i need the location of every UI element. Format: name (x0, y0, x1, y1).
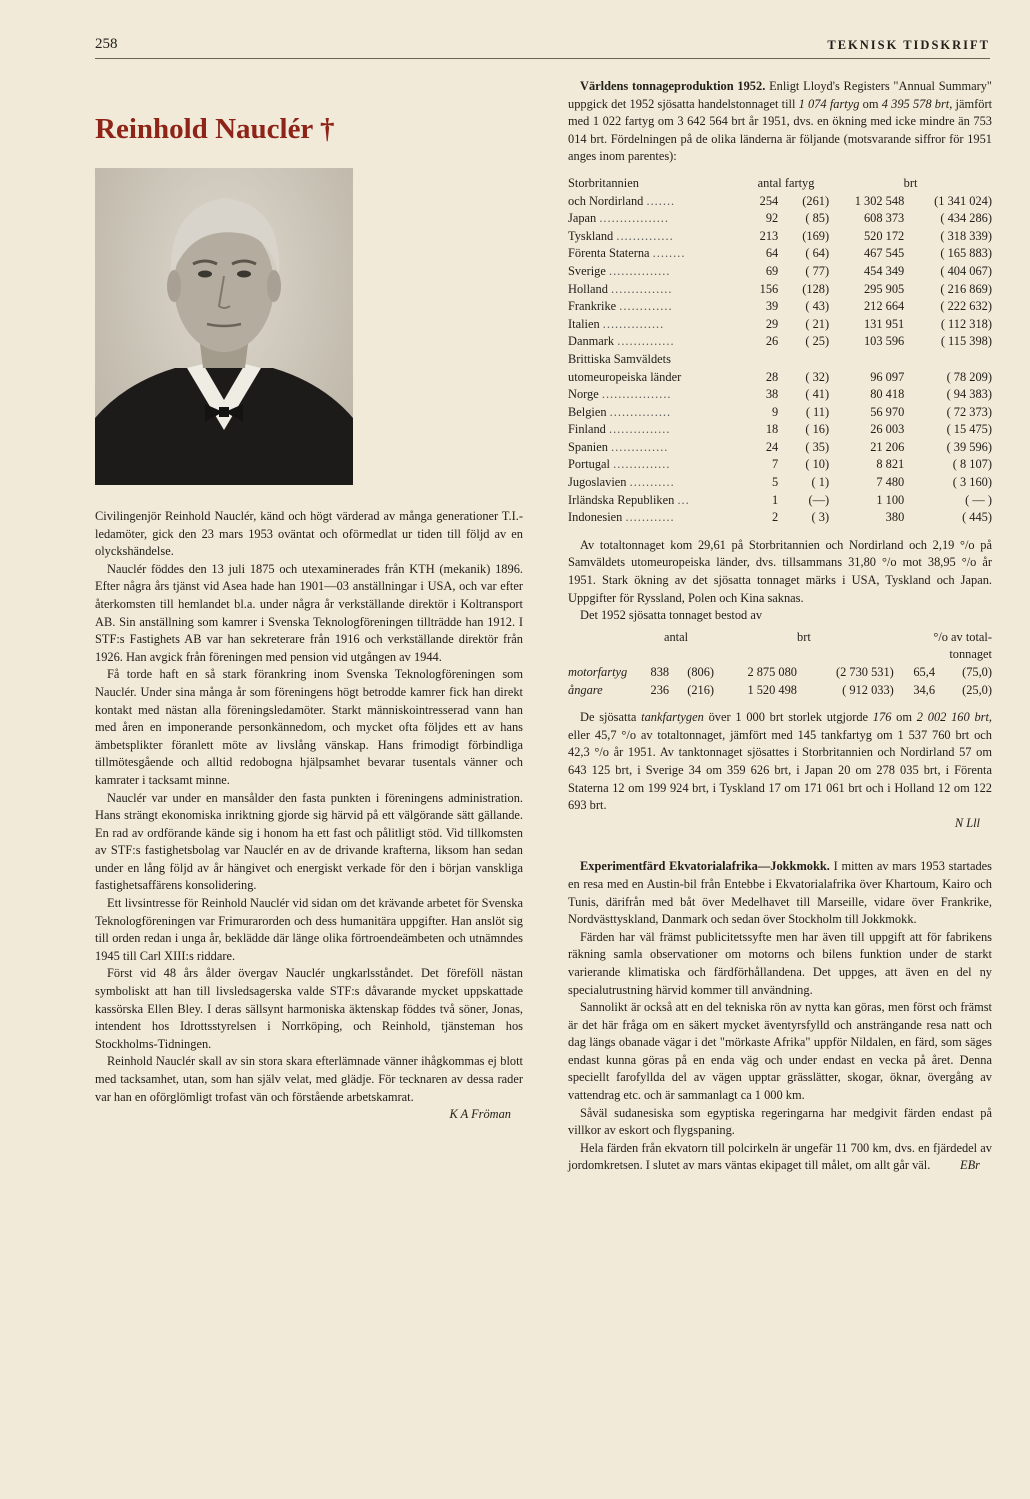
cell-brt-1951: ( 445) (962, 510, 992, 525)
cell-country (568, 492, 743, 510)
production-table (568, 629, 992, 699)
leader-dots: ............ (625, 510, 675, 525)
tonnage-row (568, 316, 992, 334)
production-row (568, 664, 992, 682)
tonnage-heading: Världens tonnageproduktion 1952. (580, 79, 766, 93)
prod-cell-n: 838 (650, 665, 670, 679)
cell-country (568, 333, 743, 351)
cell-brt: 1 302 548 (854, 193, 905, 208)
cell-brt-1951: ( 216 869) (940, 281, 992, 296)
expedition-paragraph: Sannolikt är också att en del tekniska rön av nytta kan göras, men först och främst är det här fråga om en säkert mycket äventyrsfylld och ansträngande resa natt och dag längs obanade vägar i det "mörkaste Afrika" uppför Nildalen, en färd, som säges endast kunna göras på en enda väg och under endast en vecka på året. Denna speciellt farofyllda del av vägen upptar grässlätter, skogar, öknar, övergång av vattendrag etc. och är sammanlagt ca 1 000 km. (568, 1000, 992, 1103)
obituary-paragraph: Få torde haft en så stark förankring inom Svenska Teknologföreningen som Nauclér. Under sina många år som föreningens högt betrodde kamrer fick han direkt kontakt med nästan alla föreningsledamöter. Starkt människointresserad vann han med åren en imponerande personkännedom, och mycket ofta följdes ett av hans ämbetsplikter föranlett möte av livslång vänskap. Hans frimodigt förbindliga tillmötesgående och alltid redobogna hjälpsamhet bevarar tusentals vänner och kamrater i tacksamt minne. (95, 667, 523, 787)
cell-ships-1951 (778, 351, 829, 369)
cell-ships: 24 (765, 439, 779, 454)
cell-brt-1951: (1 341 024) (934, 193, 992, 208)
cell-brt: 56 970 (870, 404, 905, 419)
cell-brt: 212 664 (863, 299, 905, 314)
cell-country (568, 351, 743, 369)
leader-dots: .............. (617, 334, 675, 349)
prod-cell-n51: (216) (687, 682, 715, 697)
country-name: Norge (568, 387, 599, 402)
cell-ships-1951: (—) (808, 492, 830, 507)
tonnage-row (568, 439, 992, 457)
cell-country (568, 509, 743, 527)
cell-ships: 254 (759, 193, 779, 208)
cell-country (568, 298, 743, 316)
obituary-paragraph: Först vid 48 års ålder övergav Nauclér ungkarlsståndet. Det föreföll nästan symboliskt att han till livsledsagerska valde STF:s dåvarande mycket uppskattade kassörska Ellen Bley. I deras sällsynt harmoniska äktenskap föddes två söner, Jonas, intendent hos Idrottsstyrelsen i Norrköping, och Reinhold, tjänsteman hos Stockholms-Tidningen. (95, 966, 523, 1051)
cell-ships-1951: ( 16) (805, 422, 830, 437)
tanker-italic: 176 (872, 710, 892, 725)
cell-ships: 69 (765, 263, 779, 278)
cell-brt: 467 545 (863, 246, 905, 261)
cell-ships-1951: ( 3) (811, 510, 830, 525)
cell-ships (743, 351, 778, 369)
cell-ships-1951: ( 1) (811, 475, 830, 490)
page-number: 258 (95, 36, 118, 52)
cell-country (568, 421, 743, 439)
tonnage-row (568, 228, 992, 246)
tonnage-row (568, 281, 992, 299)
cell-ships-1951: ( 35) (805, 439, 830, 454)
tonnage-intro (568, 78, 992, 166)
country-name: Sverige (568, 263, 606, 278)
obituary-signature-line (95, 1106, 523, 1124)
cell-brt: 1 100 (876, 492, 905, 507)
leader-dots: .............. (611, 439, 669, 454)
cell-brt: 80 418 (870, 387, 905, 402)
cell-ships: 2 (772, 510, 779, 525)
cell-ships-1951: ( 85) (805, 211, 830, 226)
cell-brt: 295 905 (863, 281, 905, 296)
cell-country (568, 193, 743, 211)
cell-brt-1951: ( 8 107) (952, 457, 992, 472)
prod-cell-pct51: (25,0) (962, 682, 992, 697)
tonnage-row (568, 509, 992, 527)
leader-dots: ............... (608, 422, 671, 437)
obituary-paragraph: Civilingenjör Reinhold Nauclér, känd och högt värderad av många generationer T.I.-ledamöter, gick den 23 mars 1953 oväntat och oförmedlat ur tiden till följd av en olyckshändelse. (95, 509, 523, 559)
tonnage-row (568, 404, 992, 422)
expedition-paragraph (568, 1140, 992, 1175)
tanker-italic: tankfartygen (641, 710, 704, 725)
country-name: Portugal (568, 457, 610, 472)
tonnage-intro-text: jämfört med 1 022 fartyg om 3 642 564 brt år 1951, dvs. en ökning med icke mindre än 753 014 brt. Fördelningen på de olika länderna är följande (motsvarande siffror för 1951 anges inom parentes): (568, 96, 993, 164)
cell-ships-1951: ( 64) (805, 246, 830, 261)
cell-ships: 28 (765, 369, 779, 384)
country-name: Belgien (568, 404, 607, 419)
leader-dots: ............... (609, 404, 672, 419)
prod-cell-label: motorfartyg (568, 665, 628, 679)
cell-brt-1951: ( 404 067) (940, 263, 992, 278)
cell-country (568, 474, 743, 492)
cell-brt: 103 596 (863, 334, 905, 349)
leader-dots: ................. (601, 387, 672, 402)
cell-country (568, 245, 743, 263)
cell-brt-1951: ( — ) (965, 492, 992, 507)
cell-ships-1951: ( 25) (805, 334, 830, 349)
tonnage-row (568, 351, 992, 369)
prod-cell-n: 236 (650, 682, 670, 697)
country-name: Brittiska Samväldets (568, 351, 671, 366)
country-name: Indonesien (568, 510, 623, 525)
leader-dots: ........... (629, 475, 675, 490)
cell-brt-1951: ( 15 475) (946, 422, 992, 437)
cell-ships: 213 (759, 228, 779, 243)
cell-ships: 156 (759, 281, 779, 296)
cell-country (568, 316, 743, 334)
prod-header-brt: brt (797, 629, 811, 644)
leader-dots: ....... (646, 193, 676, 208)
leader-dots: ............... (608, 263, 671, 278)
cell-ships: 29 (765, 316, 779, 331)
country-name: Japan (568, 211, 597, 226)
production-rows (568, 664, 992, 699)
cell-ships-1951: (128) (802, 281, 830, 296)
tonnage-row (568, 333, 992, 351)
tanker-text: De sjösatta (580, 710, 642, 725)
expedition-heading: Experimentfärd Ekvatorialafrika—Jokkmokk. (580, 859, 830, 874)
tonnage-signature-line (568, 815, 992, 833)
cell-country (568, 386, 743, 404)
prod-cell-pct51: (75,0) (962, 665, 992, 679)
tonnage-row (568, 456, 992, 474)
tanker-text: eller 45,7 °/o av totaltonnaget, jämfört med 145 tankfartyg om 1 537 760 brt och 42,3 °/o år 1951. Av tanktonnaget sjösattes i Storbritannien och Nordirland 57 om 643 125 brt, i Sverige 34 om 359 626 brt, i Japan 20 om 278 035 brt, i Förenta Staterna 12 om 199 924 brt, i Tyskland 17 om 171 061 brt och i Holland 12 om 122 693 brt. (568, 727, 992, 813)
cell-ships: 9 (772, 404, 779, 419)
cell-brt-1951: ( 222 632) (940, 299, 992, 314)
cell-ships-1951: ( 11) (805, 404, 830, 419)
tonnage-intro-text: om (859, 96, 882, 111)
cell-brt-1951: ( 115 398) (940, 334, 992, 349)
page-header (95, 36, 990, 59)
prod-header-pct: °/o av total- (933, 629, 992, 644)
cell-country (568, 404, 743, 422)
prod-cell-brt51: ( 912 033) (842, 682, 894, 697)
cell-country (568, 210, 743, 228)
tanker-paragraph (568, 709, 992, 815)
header-country: Storbritannien (568, 175, 639, 190)
cell-country (568, 263, 743, 281)
country-name: utomeuropeiska länder (568, 369, 682, 384)
cell-ships-1951: (169) (802, 228, 830, 243)
tonnage-intro-text: Enligt Lloyd's Registers "Annual Summary" uppgick det 1952 sjösatta handelstonnaget till (568, 79, 992, 111)
tonnage-intro-italic: 4 395 578 brt, (881, 96, 953, 111)
cell-ships: 5 (772, 475, 779, 490)
cell-ships: 7 (772, 457, 779, 472)
cell-brt-1951 (904, 351, 992, 369)
portrait-photo (95, 168, 353, 485)
cell-brt: 454 349 (863, 263, 905, 278)
tonnage-row (568, 210, 992, 228)
production-row (568, 682, 992, 700)
leader-dots: ............... (602, 316, 665, 331)
expedition-signature: EBr (960, 1158, 980, 1173)
country-name: Finland (568, 422, 606, 437)
leader-dots: ................. (599, 211, 669, 226)
obituary-body (95, 508, 523, 1124)
cell-brt: 21 206 (870, 439, 905, 454)
leader-dots: ............. (619, 299, 673, 314)
cell-ships-1951: ( 77) (805, 263, 830, 278)
tonnage-row (568, 193, 992, 211)
expedition-text: I mitten av mars 1953 startades en resa med en Austin-bil från Entebbe i Ekvatorialafrika över Khartoum, Kairo och Tunis, därifrån med båt över Medelhavet till Marseille, vidare över Frankrike, Nordvästtyskland, Danmark och sedan över Stockholm till Jokkmokk. (568, 859, 992, 927)
leader-dots: .............. (613, 457, 671, 472)
tanker-text: över 1 000 brt storlek utgjorde (703, 710, 873, 725)
tonnage-intro-italic: 1 074 fartyg (798, 96, 860, 111)
cell-brt: 520 172 (863, 228, 905, 243)
tonnage-share-paragraph: Av totaltonnaget kom 29,61 på Storbritannien och Nordirland och 2,19 °/o på Samväldets utomeuropeiska länder, dvs. tillsammans 31,80 °/o mot 38,95 °/o år 1951. Stark ökning av det sjösatta tonnaget märks i USA, Tyskland och Japan. Uppgifter för Ryssland, Polen och Kina saknas. (568, 537, 992, 605)
tonnage-row (568, 474, 992, 492)
cell-ships-1951: ( 10) (805, 457, 830, 472)
prod-cell-pct: 34,6 (913, 682, 936, 697)
cell-country (568, 228, 743, 246)
cell-brt-1951: ( 165 883) (940, 246, 992, 261)
prod-cell-brt51: (2 730 531) (835, 665, 894, 679)
country-name: och Nordirland (568, 193, 644, 208)
tonnage-table (568, 175, 992, 527)
prod-header-pct2: tonnaget (949, 647, 992, 662)
expedition-paragraph (568, 858, 992, 928)
cell-ships-1951: ( 32) (805, 369, 830, 384)
obituary-paragraph: Reinhold Nauclér skall av sin stora skara efterlämnade vänner ihågkommas ej blott med tacksamhet, utan, som han själv velat, med glädje. För tecknaren av dessa rader var han en oförglömligt trofast vän och förstående arbetskamrat. (95, 1054, 523, 1104)
cell-brt: 608 373 (863, 211, 905, 226)
tonnage-signature: N Lll (954, 815, 980, 830)
cell-brt-1951: ( 318 339) (940, 228, 992, 243)
cell-country (568, 369, 743, 387)
cell-ships: 92 (765, 211, 779, 226)
portrait-illustration (95, 168, 353, 485)
cell-brt: 131 951 (863, 316, 905, 331)
production-table-header (568, 629, 992, 647)
cell-ships: 18 (765, 422, 779, 437)
header-ships: antal fartyg (757, 175, 815, 190)
prod-cell-brt: 1 520 498 (747, 682, 797, 697)
tonnage-row (568, 298, 992, 316)
cell-ships: 64 (765, 246, 779, 261)
cell-brt: 7 480 (876, 475, 905, 490)
cell-brt-1951: ( 72 373) (946, 404, 992, 419)
tonnage-rows (568, 193, 992, 527)
obituary-title: Reinhold Nauclér † (95, 113, 335, 145)
prod-cell-pct: 65,4 (913, 665, 936, 679)
cell-brt (829, 351, 904, 369)
leader-dots: ............... (611, 281, 673, 296)
obituary-paragraph: Ett livsintresse för Reinhold Nauclér vid sidan om det krävande arbetet för Svenska Teknologföreningen var Frimurarorden och dess humanitära uppgifter. Han anslöt sig till orden redan i unga år, beklädde där länge olika förtroendeämbeten och utnämndes 1945 till Carl XIII:s riddare. (95, 896, 523, 963)
cell-brt-1951: ( 3 160) (952, 475, 992, 490)
cell-brt-1951: ( 39 596) (946, 439, 992, 454)
obituary-paragraph: Nauclér var under en mansålder den fasta punkten i föreningens administration. Hans strängt ekonomiska inriktning gjorde sig härvid på ett välgörande sätt gällande. En rad av ordförande kände sig i honom ha ett fast och pålitligt stöd. Vid tillkomsten av STF:s fastighetsbolag var Nauclér en av de drivande krafterna, liksom han sedan under en lång följd av år hängivet och energiskt verkade för den i början vanskliga fastighetsaffärens konsolidering. (95, 790, 523, 893)
production-table-header-2 (568, 646, 992, 664)
expedition-paragraph: Såväl sudanesiska som egyptiska regeringarna har medgivit färden endast på villkor av eskort och flygspaning. (568, 1105, 992, 1138)
country-name: Italien (568, 316, 600, 331)
obituary-final-paragraph (95, 1053, 523, 1106)
cell-ships: 38 (765, 387, 779, 402)
cell-brt-1951: ( 434 286) (940, 211, 992, 226)
cell-country (568, 439, 743, 457)
cell-country (568, 281, 743, 299)
cell-country (568, 456, 743, 474)
cell-brt: 26 003 (870, 422, 905, 437)
cell-brt-1951: ( 112 318) (940, 316, 992, 331)
country-name: Förenta Staterna (568, 246, 650, 261)
cell-brt-1951: ( 94 383) (946, 387, 992, 402)
cell-brt: 96 097 (870, 369, 905, 384)
prod-header-antal: antal (663, 629, 689, 644)
expedition-paragraph: Färden har väl främst publicitetssyfte men har även till uppgift att för fabrikens räkning samla observationer om motorns och bilens funktion under de starkt varierande klimatiska och färdförhållandena. Det uppges, att även en del ny specialutrustning härvid kommer till användning. (568, 929, 992, 997)
obituary-paragraph: Nauclér föddes den 13 juli 1875 och utexaminerades från KTH (mekanik) 1896. Efter några års tjänst vid Asea hade han 1901—03 anställningar i USA, och var efter återkomsten till hemlandet bl.a. under några år verkställande direktör i Koltransport AB. Sin anställning som kamrer i Svenska Teknologföreningen tillträdde han 1912. I STF:s Fastighets AB var han sekreterare från 1916 och verkställande direktör från 1926. Han avgick från föreningen med pension vid utgången av 1944. (95, 561, 523, 664)
country-name: Holland (568, 281, 608, 296)
country-name: Irländska Republiken (568, 492, 675, 507)
tonnage-row (568, 245, 992, 263)
news-column (568, 78, 992, 1175)
tanker-text: om (891, 710, 917, 725)
country-name: Jugoslavien (568, 475, 627, 490)
cell-ships: 26 (765, 334, 779, 349)
tonnage-consisted-paragraph: Det 1952 sjösatta tonnaget bestod av (580, 608, 763, 623)
prod-cell-label: ångare (568, 682, 603, 697)
tonnage-table-header (568, 175, 992, 193)
cell-ships: 39 (765, 299, 779, 314)
cell-ships-1951: ( 43) (805, 299, 830, 314)
cell-brt: 8 821 (876, 457, 905, 472)
cell-ships: 1 (772, 492, 779, 507)
cell-ships-1951: ( 21) (805, 316, 830, 331)
tonnage-row (568, 386, 992, 404)
country-name: Tyskland (568, 228, 614, 243)
cell-ships-1951: (261) (802, 193, 830, 208)
tonnage-row (568, 369, 992, 387)
header-brt: brt (903, 175, 918, 190)
tanker-italic: 2 002 160 brt, (916, 710, 993, 725)
prod-cell-brt: 2 875 080 (747, 665, 797, 679)
expedition-text: Hela färden från ekvatorn till polcirkeln är ungefär 11 700 km, dvs. en fjärdedel av jordomkretsen. I slutet av mars väntas ekipaget till målet, om allt går väl. (568, 1140, 992, 1173)
cell-brt-1951: ( 78 209) (946, 369, 992, 384)
country-name: Spanien (568, 439, 608, 454)
cell-brt: 380 (885, 510, 905, 525)
tonnage-row (568, 492, 992, 510)
journal-name: TEKNISK TIDSKRIFT (827, 38, 990, 52)
country-name: Frankrike (568, 299, 617, 314)
leader-dots: ... (677, 492, 690, 507)
tonnage-row (568, 263, 992, 281)
country-name: Danmark (568, 334, 615, 349)
leader-dots: ........ (652, 246, 686, 261)
tonnage-row (568, 421, 992, 439)
obituary-column (95, 112, 523, 1124)
obituary-signature: K A Fröman (449, 1107, 511, 1122)
cell-ships-1951: ( 41) (805, 387, 830, 402)
leader-dots: .............. (616, 228, 674, 243)
prod-cell-n51: (806) (687, 665, 715, 679)
